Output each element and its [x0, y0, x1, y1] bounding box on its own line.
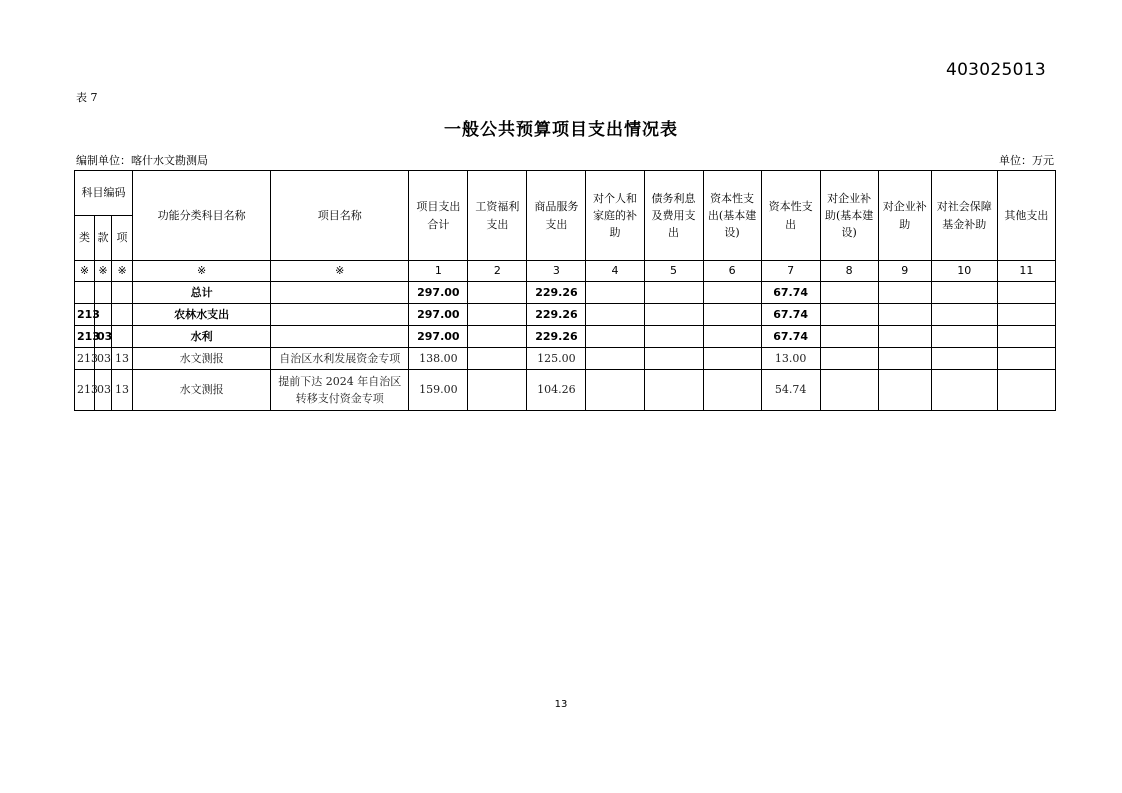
cell-social — [931, 370, 997, 411]
mark-cell: ※ — [75, 261, 95, 282]
cell-personal — [586, 370, 644, 411]
cell-debt — [644, 370, 703, 411]
header-social: 对社会保障基金补助 — [931, 171, 997, 261]
cell-lei: 213 — [75, 370, 95, 411]
cell-xiang — [112, 304, 133, 326]
header-total: 项目支出合计 — [409, 171, 468, 261]
header-debt: 债务利息及费用支出 — [644, 171, 703, 261]
cell-wage — [468, 326, 527, 348]
cell-capital-basic — [703, 282, 761, 304]
cell-personal — [586, 282, 644, 304]
table-row-total — [75, 282, 1056, 304]
cell-enterprise-basic — [820, 304, 878, 326]
cell-enterprise — [878, 348, 931, 370]
header-wage: 工资福利支出 — [468, 171, 527, 261]
cell-wage — [468, 282, 527, 304]
cell-enterprise — [878, 304, 931, 326]
cell-function: 水利 — [133, 326, 271, 348]
header-enterprise: 对企业补助 — [878, 171, 931, 261]
header-personal: 对个人和家庭的补助 — [586, 171, 644, 261]
header-other: 其他支出 — [997, 171, 1055, 261]
cell-project: 自治区水利发展资金专项 — [271, 348, 409, 370]
header-code-group: 科目编码 — [75, 171, 133, 216]
cell-lei: 213 — [75, 304, 95, 326]
cell-capital: 67.74 — [761, 304, 820, 326]
cell-kuan: 03 — [95, 348, 112, 370]
header-goods: 商品服务支出 — [527, 171, 586, 261]
cell-function: 总计 — [133, 282, 271, 304]
header-capital-basic: 资本性支出(基本建设) — [703, 171, 761, 261]
cell-kuan: 03 — [95, 326, 112, 348]
cell-xiang: 13 — [112, 370, 133, 411]
mark-cell: 7 — [761, 261, 820, 282]
cell-enterprise — [878, 370, 931, 411]
cell-debt — [644, 326, 703, 348]
cell-wage — [468, 370, 527, 411]
cell-xiang — [112, 326, 133, 348]
table-row — [75, 348, 1056, 370]
column-index-row — [75, 261, 1056, 282]
cell-function: 水文测报 — [133, 370, 271, 411]
cell-social — [931, 326, 997, 348]
cell-project — [271, 304, 409, 326]
header-project-name: 项目名称 — [271, 171, 409, 261]
mark-cell: 2 — [468, 261, 527, 282]
cell-capital-basic — [703, 348, 761, 370]
cell-total: 297.00 — [409, 326, 468, 348]
cell-social — [931, 282, 997, 304]
header-enterprise-basic: 对企业补助(基本建设) — [820, 171, 878, 261]
cell-personal — [586, 304, 644, 326]
mark-cell: 10 — [931, 261, 997, 282]
page-number: 13 — [554, 699, 568, 710]
mark-cell: ※ — [271, 261, 409, 282]
document-code: 403025013 — [945, 60, 1046, 80]
mark-cell: 5 — [644, 261, 703, 282]
cell-personal — [586, 326, 644, 348]
header-row-top — [75, 171, 1056, 216]
cell-other — [997, 304, 1055, 326]
header-kuan: 款 — [95, 216, 112, 261]
cell-lei — [75, 282, 95, 304]
cell-capital: 13.00 — [761, 348, 820, 370]
cell-other — [997, 326, 1055, 348]
cell-lei: 213 — [75, 348, 95, 370]
cell-project — [271, 326, 409, 348]
cell-personal — [586, 348, 644, 370]
table-row — [75, 370, 1056, 411]
cell-enterprise-basic — [820, 326, 878, 348]
cell-capital-basic — [703, 326, 761, 348]
mark-cell: ※ — [133, 261, 271, 282]
cell-enterprise-basic — [820, 282, 878, 304]
cell-function: 水文测报 — [133, 348, 271, 370]
cell-project — [271, 282, 409, 304]
cell-other — [997, 282, 1055, 304]
cell-capital: 67.74 — [761, 282, 820, 304]
cell-capital-basic — [703, 370, 761, 411]
table-number: 表 7 — [76, 91, 98, 104]
cell-enterprise-basic — [820, 348, 878, 370]
table-row — [75, 304, 1056, 326]
header-xiang: 项 — [112, 216, 133, 261]
mark-cell: 6 — [703, 261, 761, 282]
cell-total: 297.00 — [409, 282, 468, 304]
money-unit: 单位：万元 — [999, 154, 1054, 167]
cell-project: 提前下达 2024 年自治区转移支付资金专项 — [271, 370, 409, 411]
cell-xiang: 13 — [112, 348, 133, 370]
cell-function: 农林水支出 — [133, 304, 271, 326]
cell-total: 138.00 — [409, 348, 468, 370]
cell-debt — [644, 348, 703, 370]
cell-wage — [468, 304, 527, 326]
cell-other — [997, 370, 1055, 411]
cell-enterprise-basic — [820, 370, 878, 411]
cell-total: 159.00 — [409, 370, 468, 411]
mark-cell: 11 — [997, 261, 1055, 282]
table-row — [75, 326, 1056, 348]
header-lei: 类 — [75, 216, 95, 261]
cell-goods: 125.00 — [527, 348, 586, 370]
cell-goods: 104.26 — [527, 370, 586, 411]
cell-debt — [644, 282, 703, 304]
cell-lei: 213 — [75, 326, 95, 348]
cell-goods: 229.26 — [527, 326, 586, 348]
mark-cell: 9 — [878, 261, 931, 282]
cell-social — [931, 348, 997, 370]
page-title: 一般公共预算项目支出情况表 — [444, 120, 678, 140]
cell-goods: 229.26 — [527, 282, 586, 304]
cell-kuan: 03 — [95, 370, 112, 411]
cell-capital-basic — [703, 304, 761, 326]
cell-debt — [644, 304, 703, 326]
cell-enterprise — [878, 326, 931, 348]
cell-kuan — [95, 282, 112, 304]
mark-cell: 3 — [527, 261, 586, 282]
cell-enterprise — [878, 282, 931, 304]
mark-cell: 8 — [820, 261, 878, 282]
cell-goods: 229.26 — [527, 304, 586, 326]
cell-capital: 54.74 — [761, 370, 820, 411]
cell-other — [997, 348, 1055, 370]
mark-cell: 1 — [409, 261, 468, 282]
header-function-name: 功能分类科目名称 — [133, 171, 271, 261]
cell-wage — [468, 348, 527, 370]
budget-table — [74, 170, 1056, 411]
mark-cell: ※ — [95, 261, 112, 282]
mark-cell: ※ — [112, 261, 133, 282]
cell-total: 297.00 — [409, 304, 468, 326]
header-capital: 资本性支出 — [761, 171, 820, 261]
cell-social — [931, 304, 997, 326]
cell-xiang — [112, 282, 133, 304]
mark-cell: 4 — [586, 261, 644, 282]
cell-capital: 67.74 — [761, 326, 820, 348]
compiling-unit: 编制单位：喀什水文勘测局 — [76, 154, 208, 167]
